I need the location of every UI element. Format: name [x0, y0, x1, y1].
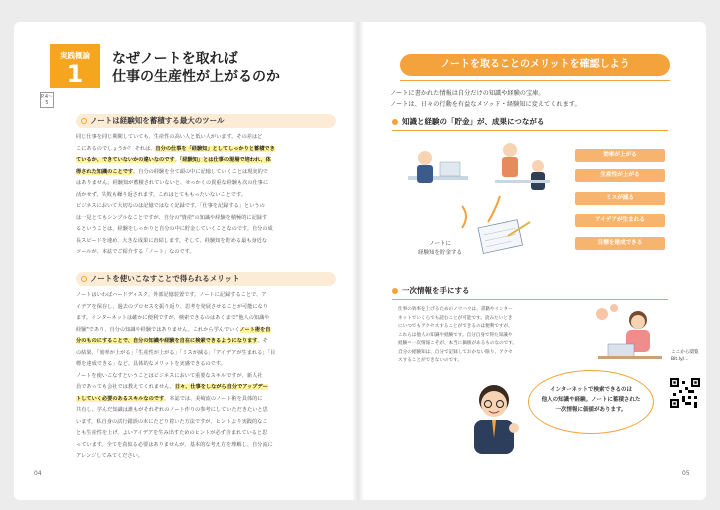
thumbs-up-icon	[509, 423, 519, 433]
highlight-text: 得された知識のことです	[76, 168, 134, 175]
page-reference-tag: P.4〜5	[41, 94, 54, 106]
chapter-label: 実践概論	[60, 51, 90, 60]
highlight-text: ノート術を自	[239, 326, 271, 333]
section2-body: ノートはいわばハードディスク。外部記憶装置です。ノートに記録することで、ア イデアを保存し、過去のプロセスを振り返り、思考を発展させることが可能になり ます。インターネットは確かに便利ですが、検索できるのはあくまで"他人の知識や 経験"であり、自分の知識や経験ではありません。これから学んでいくノート術を自 分のものにすることで、自分の知識や経験を自在に検索できるようになります。そ の結果、「効率が上がる」「生産性が上がる」「ミスが減る」「アイデアが生まれる」「目 標を達成できる」など、具体的なメリットを実感できるのです。 ノートを使いこなすということはビジネスにおいて重要なスキルですが、新人社 員であっても会社では教えてくれません。日々、仕事をしながら自分でアップデー トしていく必要のあるスキルなのです。本誌では、美崎流のノート術を具体的に 共有し、学んだ知識は誰もがそれぞれのノート作りの参考にしていただきたいと思 います。私自身の試行錯誤の末にたどり着いた方法ですが、ヒントより実践的なこ とも生産性を上げ、よいアイデアを生み出すためのヒントが必ず含まれていると思 っています。全てを真似る必要はありませんが、基本的な考え方を理解し、自分流に アレンジしてみてください。	[76, 292, 276, 459]
qr-caption: ここから閲覧 Bit.ly/...	[671, 350, 699, 362]
benefit-tag: 生産性が上がる	[575, 169, 665, 182]
section-heading-2: ノートを使いこなすことで得られるメリット	[76, 272, 336, 286]
desk-shape	[495, 180, 550, 183]
highlight-text: 自分の仕事を「経験知」としてしっかりと蓄積でき	[155, 145, 275, 152]
man-thumbs-up-illustration	[462, 378, 526, 458]
section-heading-1: ノートは経験知を蓄積する最大のツール	[76, 114, 336, 128]
page-number-right: 05	[682, 470, 690, 477]
illustration-caption: ノートに 経験知を貯金する	[418, 241, 463, 256]
benefit-tag: ミスが減る	[575, 192, 665, 205]
laptop-icon	[440, 162, 460, 176]
bullet-icon	[392, 288, 398, 294]
bullet-icon	[81, 276, 87, 282]
chapter-title: なぜノートを取れば 仕事の生産性が上がるのか	[112, 51, 280, 85]
book-gutter	[352, 22, 364, 500]
person-body-icon	[502, 157, 518, 177]
highlight-text: 「経験知」とは仕事の現場で培われ、体	[179, 157, 271, 163]
thought-bubble-icon	[596, 308, 608, 320]
highlight-text: 分のものにすることで、自分の知識や経験を自在に検索できるようになります	[76, 338, 258, 344]
desk-shape	[598, 356, 662, 359]
highlight-text: 日々、仕事をしながら自分でアップデー	[174, 384, 268, 390]
highlight-text: ているか、できていないかの違いなのです	[76, 157, 175, 163]
section1-body: 同じ仕事を同じ期間していても、生産性の高い人と低い人がいます。その差はど こにあるのでしょうか？ それは、自分の仕事を「経験知」としてしっかりと蓄積でき ているか、できていないかの違いなのです。「経験知」とは仕事の現場で培われ、体 得された知識のことです。自分の経験を全て頭の中に記憶していくことは現実的で はありません。経験知が蓄積されていないと、せっかくの貴重な経験も次の仕事に 活かせず、失敗も繰り返されます。これはとてももったいないことです。 ビジネスにおいて大切なのは記憶ではなく記録です。「仕事を記録する」というの は一見とてもシンプルなことですが、自分の"資産"の知識や経験を積極的に記録す るということは、経験をしっかりと自分の中に貯金していくことなのです。自分の成 長スピードを速め、大きな成果に直結します。そして、経験知を貯める最も身近な ツールが、本誌でご紹介する「ノート」なのです。	[76, 134, 275, 255]
right-banner: ノートを取ることのメリットを確認しよう	[400, 54, 670, 76]
arrow-icon	[488, 196, 500, 222]
section2-text: 仕事の効率を上げるためのノウハウは、書籍やインター ネットでいくらでも読むことが可能です。読みたいとき にいつでもアクセスすることができるのは便利ですが、 これらは他人の知識や経験です。自分自身で得た知識や 経験＝一次情報こそが、本当に価値があるものなのです。 自分の経験知は、自分で記録しておかない限り、アクセ スすることができないのです。	[398, 307, 518, 363]
benefit-tag: 効率が上がる	[575, 149, 665, 162]
notebook-icon	[478, 220, 523, 254]
highlight-text: トしていく必要のあるスキルなのです	[76, 395, 165, 402]
arrow-icon	[462, 206, 466, 228]
benefit-tag: 目標を達成できる	[575, 237, 665, 250]
person-head-icon	[532, 160, 544, 172]
woman-laptop-illustration	[588, 300, 668, 362]
right-section-heading-1: 知識と経験の「貯金」が、成果につながる	[392, 116, 544, 127]
section-rule	[392, 130, 668, 131]
person-head-icon	[631, 315, 645, 329]
office-people-illustration	[400, 136, 560, 256]
chapter-number: 1	[66, 60, 84, 88]
person-body-icon	[417, 165, 433, 183]
bullet-icon	[392, 119, 398, 125]
person-head-icon	[418, 151, 432, 165]
right-intro: ノートに書かれた情報は自分だけの知識や経験の宝庫。 ノートは、日々の行動を有益なメソッド・経験知に変えてくれます。	[390, 90, 581, 108]
banner-rule	[400, 80, 670, 81]
speech-bubble: インターネットで検索できるのは 他人の知識や経験。ノートに蓄積された 一次情報に価値があります。	[528, 370, 654, 434]
person-head-icon	[503, 143, 517, 157]
right-section-heading-2: 一次情報を手にする	[392, 285, 470, 296]
chapter-badge	[50, 44, 100, 88]
page-number-left: 04	[34, 470, 42, 477]
bullet-icon	[81, 118, 87, 124]
benefit-tag: アイデアが生まれる	[575, 214, 665, 227]
qr-code-icon[interactable]	[670, 378, 700, 408]
laptop-icon	[608, 344, 634, 358]
